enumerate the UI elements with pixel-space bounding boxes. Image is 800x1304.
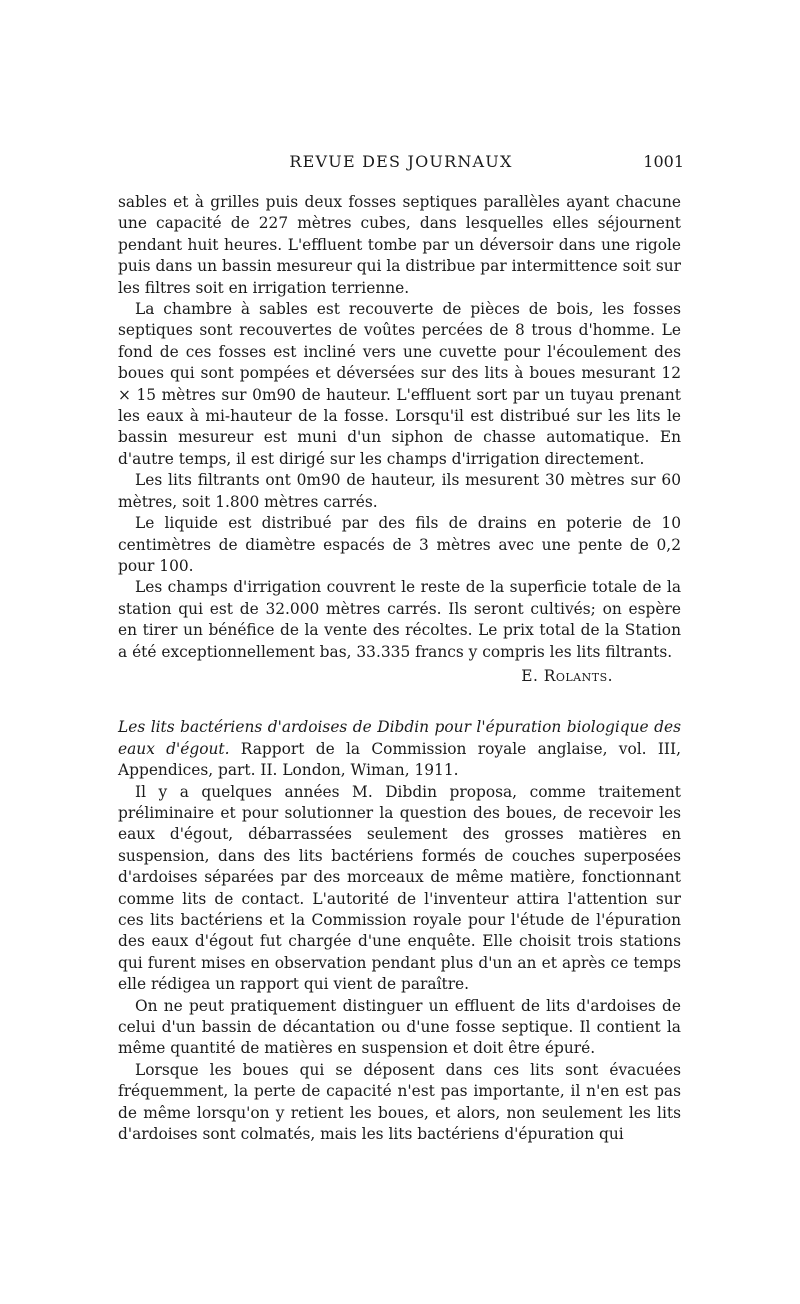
article-heading: [118, 717, 681, 781]
paragraph: Il y a quelques années M. Dibdin proposa, comme traitement préliminaire et pour solutionner la question des boues, de recevoir les eaux d'égout, débarrassées seulement des grosses matières en suspension, dans des lits bactériens formés de couches superposées d'ardoises séparées par des morceaux de même matière, fonctionnant comme lits de contact. L'autorité de l'inventeur attira l'attention sur ces lits bactériens et la Commission royale pour l'étude de l'épuration des eaux d'égout fut chargée d'une enquête. Elle choisit trois stations qui furent mises en observation pendant plus d'un an et après ce temps elle rédigea un rapport qui vient de paraître.: [118, 782, 681, 994]
signature-name: Rolants.: [543, 666, 613, 685]
running-head-title: REVUE DES JOURNAUX: [289, 152, 513, 171]
body-text: [118, 192, 681, 1145]
page-number: 1001: [643, 152, 684, 171]
paragraph: Le liquide est distribué par des fils de drains en poterie de 10 centimètres de diamètre espacés de 3 mètres avec une pente de 0,2 pour 100.: [118, 514, 681, 575]
paragraph: Les champs d'irrigation couvrent le reste de la superficie totale de la station qui est de 32.000 mètres carrés. Ils seront cultivés; on espère en tirer un bénéfice de la vente des récoltes. Le prix total de la Station a été exceptionnellement bas, 33.335 francs y compris les lits filtrants.: [118, 578, 681, 661]
paragraph: La chambre à sables est recouverte de pièces de bois, les fosses septiques sont recouvertes de voûtes percées de 8 trous d'homme. Le fond de ces fosses est incliné vers une cuvette pour l'écoulement des boues qui sont pompées et déversées sur des lits à boues mesurant 12 × 15 mètres sur 0m90 de hauteur. L'effluent sort par un tuyau prenant les eaux à mi-hauteur de la fosse. Lorsqu'il est distribué sur les lits le bassin mesureur est muni d'un siphon de chasse automatique. En d'autre temps, il est dirigé sur les champs d'irrigation directement.: [118, 300, 681, 468]
article-continued: [118, 192, 681, 687]
article-review: [118, 717, 681, 1145]
running-head: [118, 152, 684, 176]
paragraph: Lorsque les boues qui se déposent dans ces lits sont évacuées fréquemment, la perte de capacité n'est pas importante, il n'en est pas de même lorsqu'on y retient les boues, et alors, non seulement les lits d'ardoises sont colmatés, mais les lits bactériens d'épuration qui: [118, 1060, 681, 1144]
article-citation: Rapport de la Commission royale anglaise, vol. III, Appendices, part. II. London, Wiman, 1911.: [118, 739, 681, 780]
paragraph: On ne peut pratiquement distinguer un effluent de lits d'ardoises de celui d'un bassin de décantation ou d'une fosse septique. Il contient la même quantité de matières en suspension et doit être épuré.: [118, 996, 681, 1058]
paragraph: Les lits filtrants ont 0m90 de hauteur, ils mesurent 30 mètres sur 60 mètres, soit 1.800 mètres carrés.: [118, 471, 681, 511]
author-signature: [118, 666, 681, 687]
article-title: Les lits bactériens d'ardoises de Dibdin pour l'épuration biologique des eaux d'égout.: [118, 718, 681, 758]
signature-initial: E.: [521, 666, 539, 685]
paragraph: sables et à grilles puis deux fosses septiques parallèles ayant chacune une capacité de 227 mètres cubes, dans lesquelles elles séjournent pendant huit heures. L'effluent tombe par un déversoir dans une rigole puis dans un bassin mesureur qui la distribue par intermittence soit sur les filtres soit en irrigation terrienne.: [118, 193, 681, 297]
